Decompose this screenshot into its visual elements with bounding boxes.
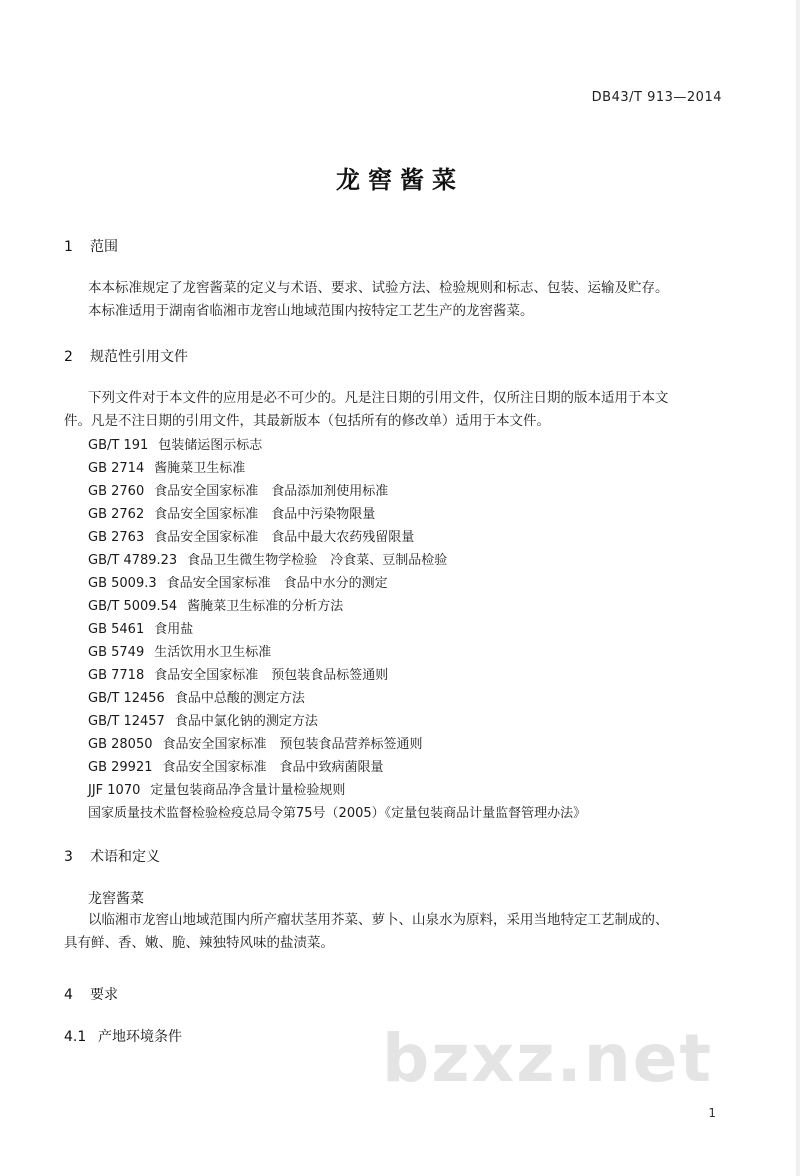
reference-item bbox=[88, 664, 768, 687]
reference-code: GB/T 191 bbox=[88, 438, 149, 453]
section-4-heading bbox=[64, 984, 118, 1004]
reference-item bbox=[88, 457, 768, 480]
reference-name: 食品安全国家标准 预包装食品营养标签通则 bbox=[162, 737, 423, 752]
section-number: 1 bbox=[64, 239, 73, 255]
section-number: 3 bbox=[64, 849, 73, 865]
reference-name: 食品安全国家标准 预包装食品标签通则 bbox=[154, 668, 389, 683]
term-definition-line-1: 以临湘市龙窖山地域范围内所产瘤状茎用芥菜、萝卜、山泉水为原料，采用当地特定工艺制成的、 bbox=[88, 912, 669, 928]
section-title: 规范性引用文件 bbox=[90, 349, 188, 365]
reference-code: GB 5749 bbox=[88, 645, 145, 660]
reference-name: 食品中总酸的测定方法 bbox=[174, 691, 305, 706]
reference-name: 食品安全国家标准 食品中水分的测定 bbox=[166, 576, 388, 591]
scope-paragraph-2: 本标准适用于湖南省临湘市龙窖山地域范围内按特定工艺生产的龙窖酱菜。 bbox=[88, 303, 534, 319]
watermark: bzxz.net bbox=[382, 1020, 714, 1097]
section-title: 要求 bbox=[90, 987, 118, 1003]
reference-code: GB 5461 bbox=[88, 622, 145, 637]
reference-item bbox=[88, 526, 768, 549]
reference-name: 食品安全国家标准 食品中污染物限量 bbox=[154, 507, 376, 522]
section-number: 4 bbox=[64, 987, 73, 1003]
reference-item bbox=[88, 503, 768, 526]
reference-code: GB 2760 bbox=[88, 484, 145, 499]
term-definition-line-2: 具有鲜、香、嫩、脆、辣独特风味的盐渍菜。 bbox=[64, 935, 334, 951]
reference-list bbox=[88, 434, 768, 825]
reference-item bbox=[88, 480, 768, 503]
reference-name: 包装储运图示标志 bbox=[158, 438, 263, 453]
section-title: 范围 bbox=[90, 239, 118, 255]
reference-item bbox=[88, 549, 768, 572]
reference-item bbox=[88, 434, 768, 457]
reference-code: GB/T 12457 bbox=[88, 714, 165, 729]
reference-code: GB 29921 bbox=[88, 760, 153, 775]
reference-item bbox=[88, 618, 768, 641]
reference-code: GB 28050 bbox=[88, 737, 153, 752]
reference-item bbox=[88, 641, 768, 664]
reference-item bbox=[88, 733, 768, 756]
reference-code: GB 5009.3 bbox=[88, 576, 157, 591]
reference-name: 食品中氯化钠的测定方法 bbox=[174, 714, 318, 729]
reference-code: GB 2762 bbox=[88, 507, 145, 522]
section-number: 2 bbox=[64, 349, 73, 365]
reference-name: 食品卫生微生物学检验 冷食菜、豆制品检验 bbox=[187, 553, 448, 568]
reference-name: 酱腌菜卫生标准 bbox=[154, 461, 246, 476]
document-title: 龙窖酱菜 bbox=[336, 166, 464, 194]
reference-item bbox=[88, 779, 768, 802]
reference-code: GB 7718 bbox=[88, 668, 145, 683]
reference-name: 生活饮用水卫生标准 bbox=[154, 645, 272, 660]
references-intro-line-1: 下列文件对于本文件的应用是必不可少的。凡是注日期的引用文件，仅所注日期的版本适用于本文 bbox=[88, 390, 669, 406]
reference-code: GB/T 4789.23 bbox=[88, 553, 178, 568]
section-4-1-heading bbox=[64, 1026, 182, 1046]
reference-item bbox=[88, 710, 768, 733]
section-1-heading bbox=[64, 236, 118, 256]
reference-code: GB 2763 bbox=[88, 530, 145, 545]
scan-edge bbox=[796, 0, 800, 1176]
reference-code: JJF 1070 bbox=[88, 783, 141, 798]
reference-code: GB 2714 bbox=[88, 461, 145, 476]
reference-item bbox=[88, 687, 768, 710]
reference-name: 食品安全国家标准 食品中最大农药残留限量 bbox=[154, 530, 415, 545]
section-title: 术语和定义 bbox=[90, 849, 160, 865]
reference-name: 食用盐 bbox=[154, 622, 194, 637]
reference-name: 食品安全国家标准 食品中致病菌限量 bbox=[162, 760, 384, 775]
references-intro-line-2: 件。凡是不注日期的引用文件，其最新版本（包括所有的修改单）适用于本文件。 bbox=[64, 413, 550, 429]
standard-code: DB43/T 913—2014 bbox=[591, 90, 722, 105]
section-3-heading bbox=[64, 846, 160, 866]
reference-item bbox=[88, 572, 768, 595]
section-title: 产地环境条件 bbox=[98, 1029, 182, 1045]
reference-code: GB/T 5009.54 bbox=[88, 599, 178, 614]
section-2-heading bbox=[64, 346, 188, 366]
scope-paragraph-1: 本本标准规定了龙窖酱菜的定义与术语、要求、试验方法、检验规则和标志、包装、运输及贮存。 bbox=[88, 280, 669, 296]
reference-name: 酱腌菜卫生标准的分析方法 bbox=[187, 599, 344, 614]
reference-item-decree: 国家质量技术监督检验检疫总局令第75号（2005）《定量包装商品计量监督管理办法》 bbox=[88, 806, 587, 821]
term-name: 龙窖酱菜 bbox=[88, 891, 144, 907]
section-number: 4.1 bbox=[64, 1029, 87, 1045]
reference-code: GB/T 12456 bbox=[88, 691, 165, 706]
page-number: 1 bbox=[708, 1106, 716, 1120]
reference-name: 定量包装商品净含量计量检验规则 bbox=[150, 783, 346, 798]
reference-item bbox=[88, 756, 768, 779]
reference-name: 食品安全国家标准 食品添加剂使用标准 bbox=[154, 484, 389, 499]
reference-item bbox=[88, 595, 768, 618]
